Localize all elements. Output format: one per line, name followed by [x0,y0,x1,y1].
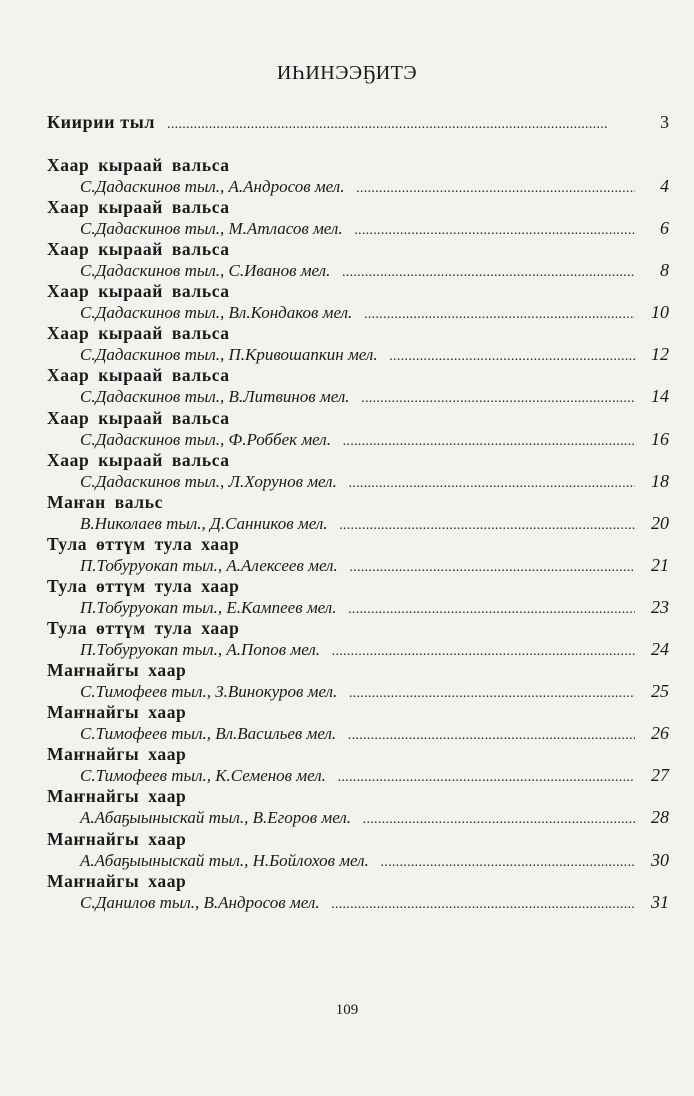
toc-entry [47,829,669,871]
toc-entry-authors-line [47,471,669,494]
toc-page-number: 8 [660,260,669,281]
toc-entry [47,660,669,702]
toc-entry-authors: А.Абаҕыыныскай тыл., В.Егоров мел. [80,808,352,828]
toc-entry [47,534,669,576]
toc-entry-authors: С.Тимофеев тыл., К.Семенов мел. [80,766,326,786]
toc-entry-authors: С.Дадаскинов тыл., П.Кривошапкин мел. [80,345,378,365]
toc-page-number: 28 [651,807,669,828]
toc-entry-title: Хаар кыраай вальса [47,239,230,260]
toc-entry-authors-line [47,555,669,578]
dot-leader [362,388,635,409]
toc-entry [47,281,669,323]
dot-leader [381,852,635,873]
toc-page-number: 14 [651,386,669,407]
toc-entry-title: Тула өттүм тула хаар [47,575,240,596]
toc-list [47,155,669,913]
dot-leader [348,725,635,746]
toc-entry-title: Маҥнайгы хаар [47,702,187,723]
toc-entry-authors: П.Тобуруокап тыл., А.Алексеев мел. [80,555,338,575]
toc-entry-authors: С.Дадаскинов тыл., Ф.Роббек мел. [80,429,331,449]
toc-entry-title: Хаар кыраай вальса [47,365,230,386]
toc-entry-authors: С.Дадаскинов тыл., Вл.Кондаков мел. [80,303,353,323]
toc-entry-authors-line [47,850,669,873]
toc-entry [47,450,669,492]
dot-leader [364,304,635,325]
toc-entry-authors-line [47,176,669,199]
toc-entry [47,197,669,239]
toc-page-number: 10 [651,302,669,323]
toc-page-number: 4 [660,176,669,196]
dot-leader [350,557,635,578]
toc-entry [47,323,669,365]
toc-entry-title: Хаар кыраай вальса [47,155,230,175]
dot-leader [390,346,635,367]
toc-page-number: 26 [651,723,669,744]
page-title: ИҺИНЭЭҔИТЭ [276,62,418,84]
toc-entry-title: Хаар кыраай вальса [47,323,230,344]
toc-page-number: 23 [651,596,669,617]
toc-page-number: 12 [651,344,669,365]
toc-entry-authors-line [47,344,669,367]
toc-entry-authors-line [47,302,669,325]
toc-entry-authors-line [47,765,669,788]
toc-page-number: 6 [660,218,669,239]
toc-entry-authors-line [47,513,669,536]
toc-entry-authors-line [47,639,669,662]
dot-leader [331,894,635,915]
toc-page-number: 16 [651,428,669,449]
toc-page-number: 24 [651,639,669,660]
toc-entry-authors: А.Абаҕыыныскай тыл., Н.Бойлохов мел. [80,850,369,870]
dot-leader [356,178,635,199]
toc-entry-title: Маҥнайгы хаар [47,870,187,891]
toc-entry-title: Хаар кыраай вальса [47,281,230,302]
toc-entry [47,408,669,450]
toc-entry-title: Хаар кыраай вальса [47,197,230,218]
dot-leader [363,809,635,830]
dot-leader [167,117,635,133]
toc-entry [47,155,669,197]
dot-leader [338,767,635,788]
toc-entry-title: Тула өттүм тула хаар [47,533,240,554]
toc-entry-authors-line [47,892,669,915]
toc-entry-authors: С.Дадаскинов тыл., А.Андросов мел. [80,177,345,196]
toc-entry-authors: С.Дадаскинов тыл., М.Атласов мел. [80,219,343,239]
toc-entry-authors: С.Дадаскинов тыл., Л.Хорунов мел. [80,471,337,491]
toc-entry [47,492,669,534]
toc-page-number: 31 [651,891,669,912]
toc-entry-title: Маҥнайгы хаар [47,828,187,849]
toc-intro-entry [47,112,669,133]
toc-entry-authors-line [47,681,669,704]
toc-entry-authors: В.Николаев тыл., Д.Санников мел. [80,513,328,533]
toc-entry-title: Хаар кыраай вальса [47,407,230,428]
page-number: 109 [335,1002,359,1018]
dot-leader [349,473,635,494]
toc-entry-authors: С.Дадаскинов тыл., В.Литвинов мел. [80,387,350,407]
toc-page-number: 3 [660,112,669,132]
dot-leader [343,431,635,452]
toc-entry-authors-line [47,429,669,452]
toc-entry-title: Киирии тыл [47,112,156,132]
dot-leader [348,599,635,620]
dot-leader [342,262,635,283]
toc-entry-authors-line [47,807,669,830]
toc-entry-authors: С.Тимофеев тыл., Вл.Васильев мел. [80,724,337,744]
dot-leader [340,515,636,536]
toc-entry-authors: С.Данилов тыл., В.Андросов мел. [80,892,320,912]
toc-entry-authors-line [47,597,669,620]
toc-entry [47,576,669,618]
dot-leader [355,220,635,241]
dot-leader [349,683,635,704]
toc-entry-authors-line [47,218,669,241]
toc-entry-authors-line [47,260,669,283]
toc-entry-authors-line [47,386,669,409]
toc-entry [47,365,669,407]
toc-entry [47,618,669,660]
toc-page-number: 18 [651,470,669,491]
toc-entry-title: Маҥан вальс [47,491,163,512]
toc-entry [47,744,669,786]
toc-entry-authors: С.Тимофеев тыл., З.Винокуров мел. [80,682,338,702]
toc-entry-authors: П.Тобуруокап тыл., А.Попов мел. [80,640,321,660]
toc-entry [47,702,669,744]
toc-page-number: 30 [651,849,669,870]
toc-entry [47,871,669,913]
dot-leader [332,641,635,662]
toc-entry-authors: С.Дадаскинов тыл., С.Иванов мел. [80,261,331,281]
toc-entry [47,239,669,281]
toc-entry-title: Тула өттүм тула хаар [47,618,240,639]
toc-entry-authors: П.Тобуруокап тыл., Е.Кампеев мел. [80,597,337,617]
toc-page-number: 20 [651,512,669,533]
toc-entry [47,786,669,828]
toc-entry-authors-line [47,723,669,746]
toc-page-number: 27 [651,765,669,786]
toc-entry-title: Маҥнайгы хаар [47,744,187,765]
toc-entry-title: Маҥнайгы хаар [47,786,187,807]
toc-entry-title: Маҥнайгы хаар [47,660,187,681]
toc-page-number: 25 [651,681,669,702]
toc-entry-title: Хаар кыраай вальса [47,449,230,470]
toc-page-number: 21 [651,554,669,575]
